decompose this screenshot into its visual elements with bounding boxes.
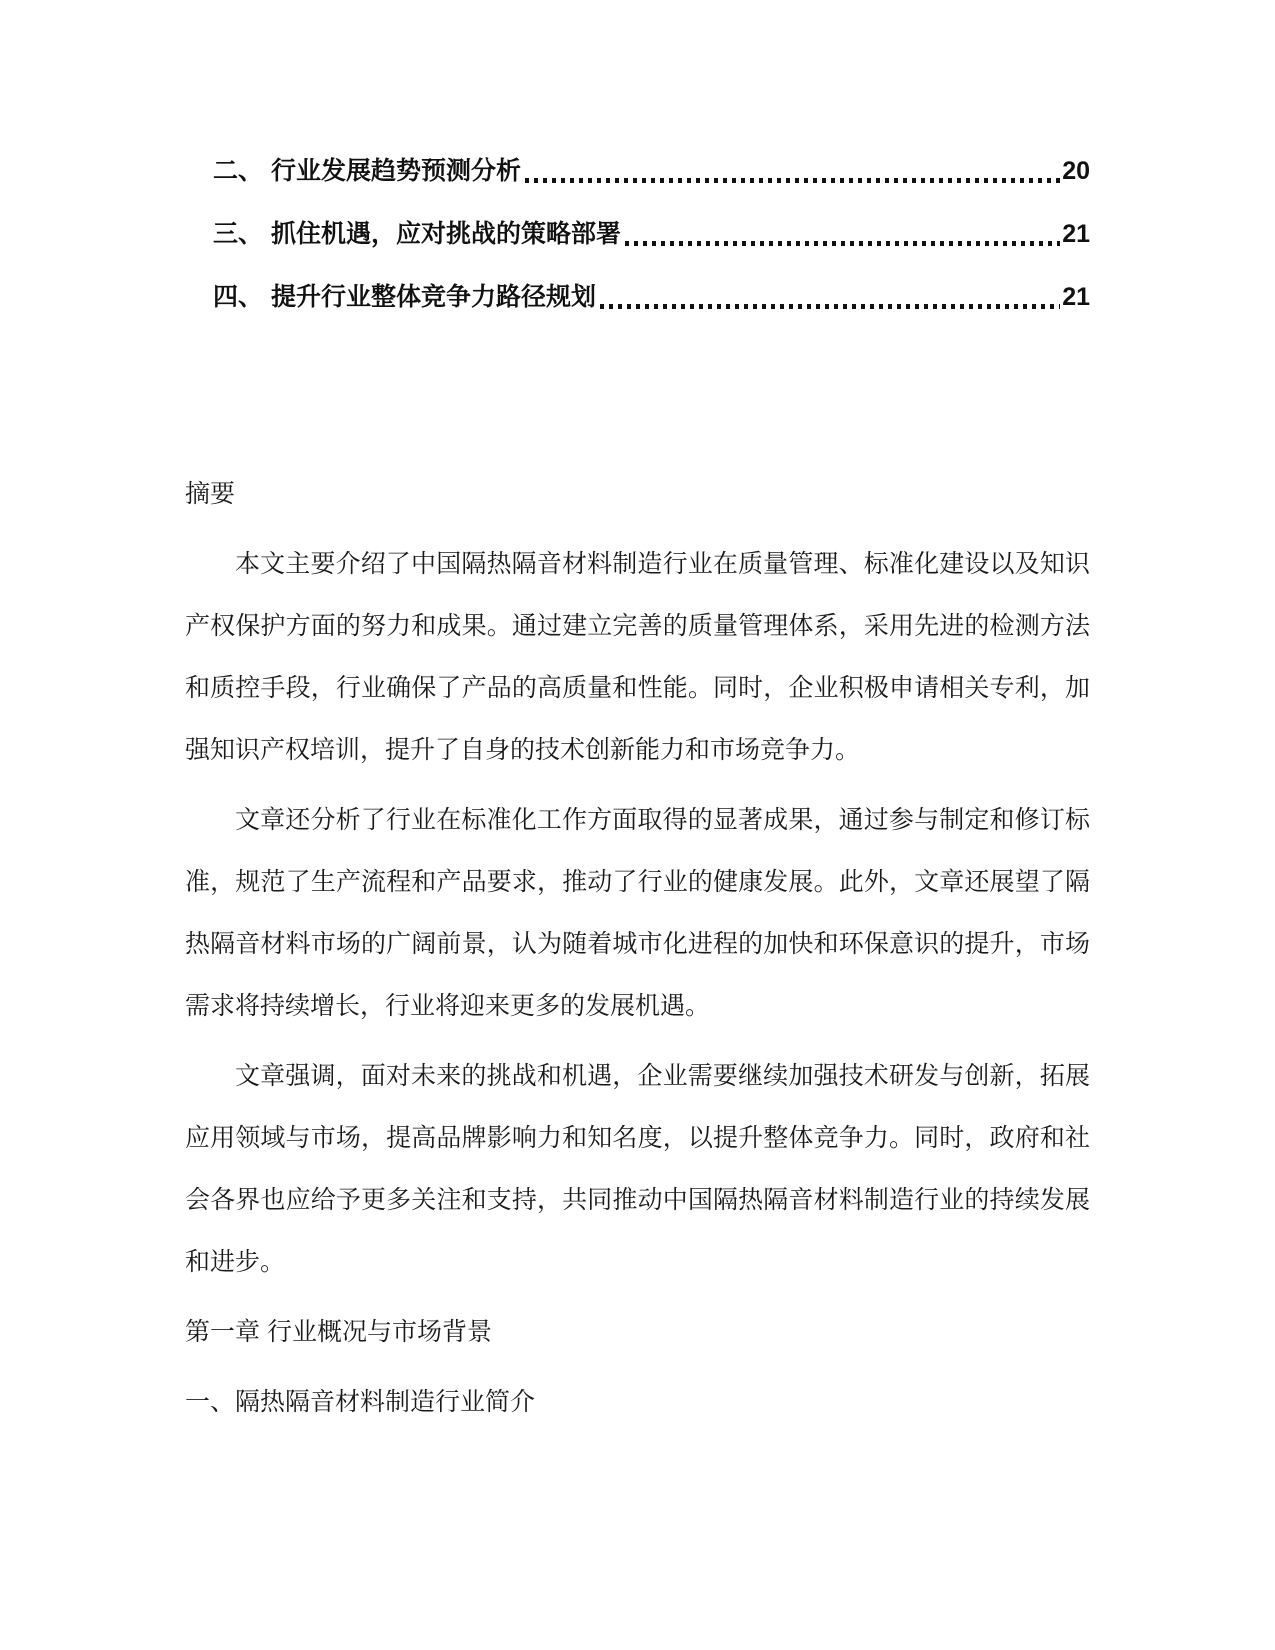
table-of-contents [185, 140, 1090, 329]
section-heading: 一、隔热隔音材料制造行业简介 [185, 1388, 536, 1416]
abstract-paragraph [185, 789, 1090, 1037]
text-line: 本文主要介绍了中国隔热隔音材料制造行业在质量管理、标准化建设以及知识 [235, 550, 1090, 578]
toc-dot-leader [625, 241, 1060, 246]
toc-entry-title: 抓住机遇，应对挑战的策略部署 [271, 220, 622, 248]
text-line: 文章强调，面对未来的挑战和机遇，企业需要继续加强技术研发与创新，拓展 [235, 1062, 1090, 1090]
toc-entry [185, 203, 1090, 266]
text-line: 文章还分析了行业在标准化工作方面取得的显著成果，通过参与制定和修订标 [235, 806, 1090, 834]
text-line: 应用领域与市场，提高品牌影响力和知名度，以提升整体竞争力。同时，政府和社 [185, 1124, 1090, 1152]
toc-entry-title: 提升行业整体竞争力路径规划 [271, 283, 597, 311]
text-line: 会各界也应给予更多关注和支持，共同推动中国隔热隔音材料制造行业的持续发展 [185, 1186, 1090, 1214]
text-line: 和进步。 [185, 1248, 286, 1276]
toc-entry [185, 266, 1090, 329]
toc-entry-title: 行业发展趋势预测分析 [271, 157, 522, 185]
text-line: 产权保护方面的努力和成果。通过建立完善的质量管理体系，采用先进的检测方法 [185, 612, 1090, 640]
toc-page-number: 21 [1062, 283, 1090, 311]
abstract-paragraph [185, 1045, 1090, 1293]
page-content [185, 140, 1090, 1433]
toc-dot-leader [600, 304, 1060, 309]
toc-entry-number: 三、 [213, 220, 264, 248]
text-line: 强知识产权培训，提升了自身的技术创新能力和市场竞争力。 [185, 736, 861, 764]
abstract-section [185, 463, 1090, 1433]
toc-page-number: 21 [1062, 220, 1090, 248]
abstract-heading: 摘要 [185, 480, 236, 508]
toc-dot-leader [525, 178, 1060, 183]
chapter-heading: 第一章 行业概况与市场背景 [185, 1318, 492, 1346]
toc-entry-number: 四、 [213, 283, 264, 311]
text-line: 准，规范了生产流程和产品要求，推动了行业的健康发展。此外，文章还展望了隔 [185, 868, 1090, 896]
text-line: 和质控手段，行业确保了产品的高质量和性能。同时，企业积极申请相关专利，加 [185, 674, 1090, 702]
toc-page-number: 20 [1062, 157, 1090, 185]
toc-entry-number: 二、 [213, 157, 264, 185]
toc-entry [185, 140, 1090, 203]
text-line: 热隔音材料市场的广阔前景，认为随着城市化进程的加快和环保意识的提升，市场 [185, 930, 1090, 958]
section-gap [185, 329, 1090, 463]
abstract-paragraph [185, 533, 1090, 781]
text-line: 需求将持续增长，行业将迎来更多的发展机遇。 [185, 992, 711, 1020]
